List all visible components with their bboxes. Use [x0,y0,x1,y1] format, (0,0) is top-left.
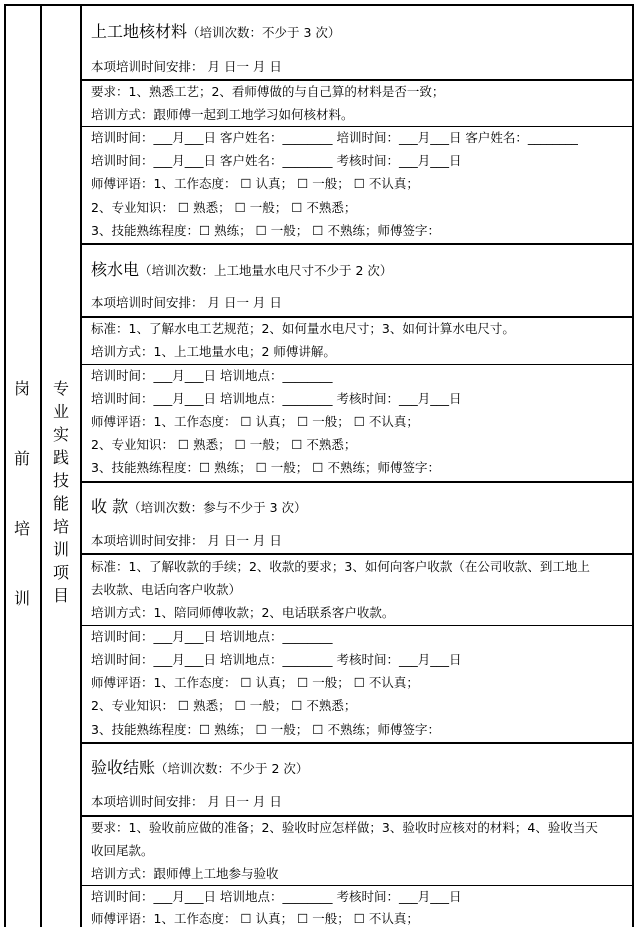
section-divider [82,481,634,483]
section-title [91,260,392,281]
schedule-line: 本项培训时间安排： 月 日一 月 日 [91,59,282,74]
requirement-line: 标准：1、了解水电工艺规范；2、如何量水电尺寸；3、如何计算水电尺寸。 [91,321,515,336]
schedule-line: 本项培训时间安排： 月 日一 月 日 [91,295,282,310]
schedule-line: 本项培训时间安排： 月 日一 月 日 [91,794,282,809]
section-title-text: 收 款 [91,497,129,516]
record-line: 师傅评语：1、工作态度： ☐ 认真； ☐ 一般； ☐ 不认真； [91,176,419,191]
row-divider [82,126,634,127]
row-divider [82,364,634,365]
left-label-char: 培 [13,519,30,538]
row-divider [82,885,634,886]
schedule-line: 本项培训时间安排： 月 日一 月 日 [91,533,282,548]
middle-label-char: 业 [52,402,69,421]
left-label-char: 岗 [13,379,30,398]
record-line: 培训时间：___月___日 客户姓名：________ 考核时间：___月___日 [91,153,462,168]
left-label-char: 训 [13,589,30,608]
record-line: 师傅评语：1、工作态度： ☐ 认真； ☐ 一般； ☐ 不认真； [91,911,419,926]
section-title-note: （培训次数：不少于 2 次） [155,761,309,776]
record-line: 3、技能熟练程度：☐ 熟练； ☐ 一般； ☐ 不熟练；师傅签字： [91,722,440,737]
middle-label-char: 实 [52,425,69,444]
section-divider [82,243,634,245]
record-line: 培训时间：___月___日 培训地点：________ 考核时间：___月___日 [91,391,462,406]
requirement-line: 标准：1、了解收款的手续；2、收款的要求；3、如何向客户收款（在公司收款、到工地上 [91,559,590,574]
middle-label-char: 目 [52,586,69,605]
record-line: 培训时间：___月___日 培训地点：________ 考核时间：___月___日 [91,889,462,904]
section-divider [82,553,634,555]
requirement-line: 要求：1、熟悉工艺；2、看师傅做的与自己算的材料是否一致； [91,84,445,99]
requirement-line: 去收款、电话向客户收款） [91,582,242,597]
requirement-line: 要求：1、验收前应做的准备；2、验收时应怎样做；3、验收时应核对的材料；4、验收当天 [91,820,598,835]
record-line: 培训时间：___月___日 培训地点：________ [91,368,333,383]
middle-label-char: 能 [52,494,69,513]
record-line: 师傅评语：1、工作态度： ☐ 认真； ☐ 一般； ☐ 不认真； [91,675,419,690]
left-label-char: 前 [13,449,30,468]
method-line: 培训方式：跟师傅一起到工地学习如何核材料。 [91,107,354,122]
section-divider [82,742,634,744]
section-title [91,758,308,779]
section-title-text: 核水电 [91,260,140,279]
record-line: 培训时间：___月___日 培训地点：________ 考核时间：___月___日 [91,652,462,667]
record-line: 3、技能熟练程度：☐ 熟练； ☐ 一般； ☐ 不熟练；师傅签字： [91,460,440,475]
middle-label-char: 培 [52,517,69,536]
section-title [91,497,307,518]
section-title-text: 上工地核材料 [91,22,188,41]
middle-label-char: 专 [52,379,69,398]
record-line: 培训时间：___月___日 培训地点：________ [91,629,333,644]
section-title-note: （培训次数：上工地量水电尺寸不少于 2 次） [139,263,393,278]
record-line: 2、专业知识： ☐ 熟悉； ☐ 一般； ☐ 不熟悉； [91,437,357,452]
section-title-note: （培训次数：不少于 3 次） [187,25,341,40]
record-line: 2、专业知识： ☐ 熟悉； ☐ 一般； ☐ 不熟悉； [91,698,357,713]
method-line: 培训方式：跟师傅上工地参与验收 [91,866,279,881]
middle-label-char: 项 [52,563,69,582]
middle-label-column [42,6,82,927]
row-divider [82,625,634,626]
requirement-line: 收回尾款。 [91,843,154,858]
section-title [91,22,340,43]
record-line: 培训时间：___月___日 客户姓名：________ 培训时间：___月___日 客户姓名：________ [91,130,578,145]
method-line: 培训方式：1、陪同师傅收款；2、电话联系客户收款。 [91,605,395,620]
section-title-text: 验收结账 [91,758,156,777]
record-line: 2、专业知识： ☐ 熟悉； ☐ 一般； ☐ 不熟悉； [91,200,357,215]
section-divider [82,316,634,318]
middle-label-char: 技 [52,471,69,490]
middle-label-char: 践 [52,448,69,467]
method-line: 培训方式：1、上工地量水电；2 师傅讲解。 [91,344,336,359]
left-label-column [4,6,42,927]
section-divider [82,79,634,81]
section-title-note: （培训次数：参与不少于 3 次） [128,500,307,515]
record-line: 3、技能熟练程度：☐ 熟练； ☐ 一般； ☐ 不熟练；师傅签字： [91,223,440,238]
middle-label-char: 训 [52,540,69,559]
section-divider [82,815,634,817]
record-line: 师傅评语：1、工作态度： ☐ 认真； ☐ 一般； ☐ 不认真； [91,414,419,429]
